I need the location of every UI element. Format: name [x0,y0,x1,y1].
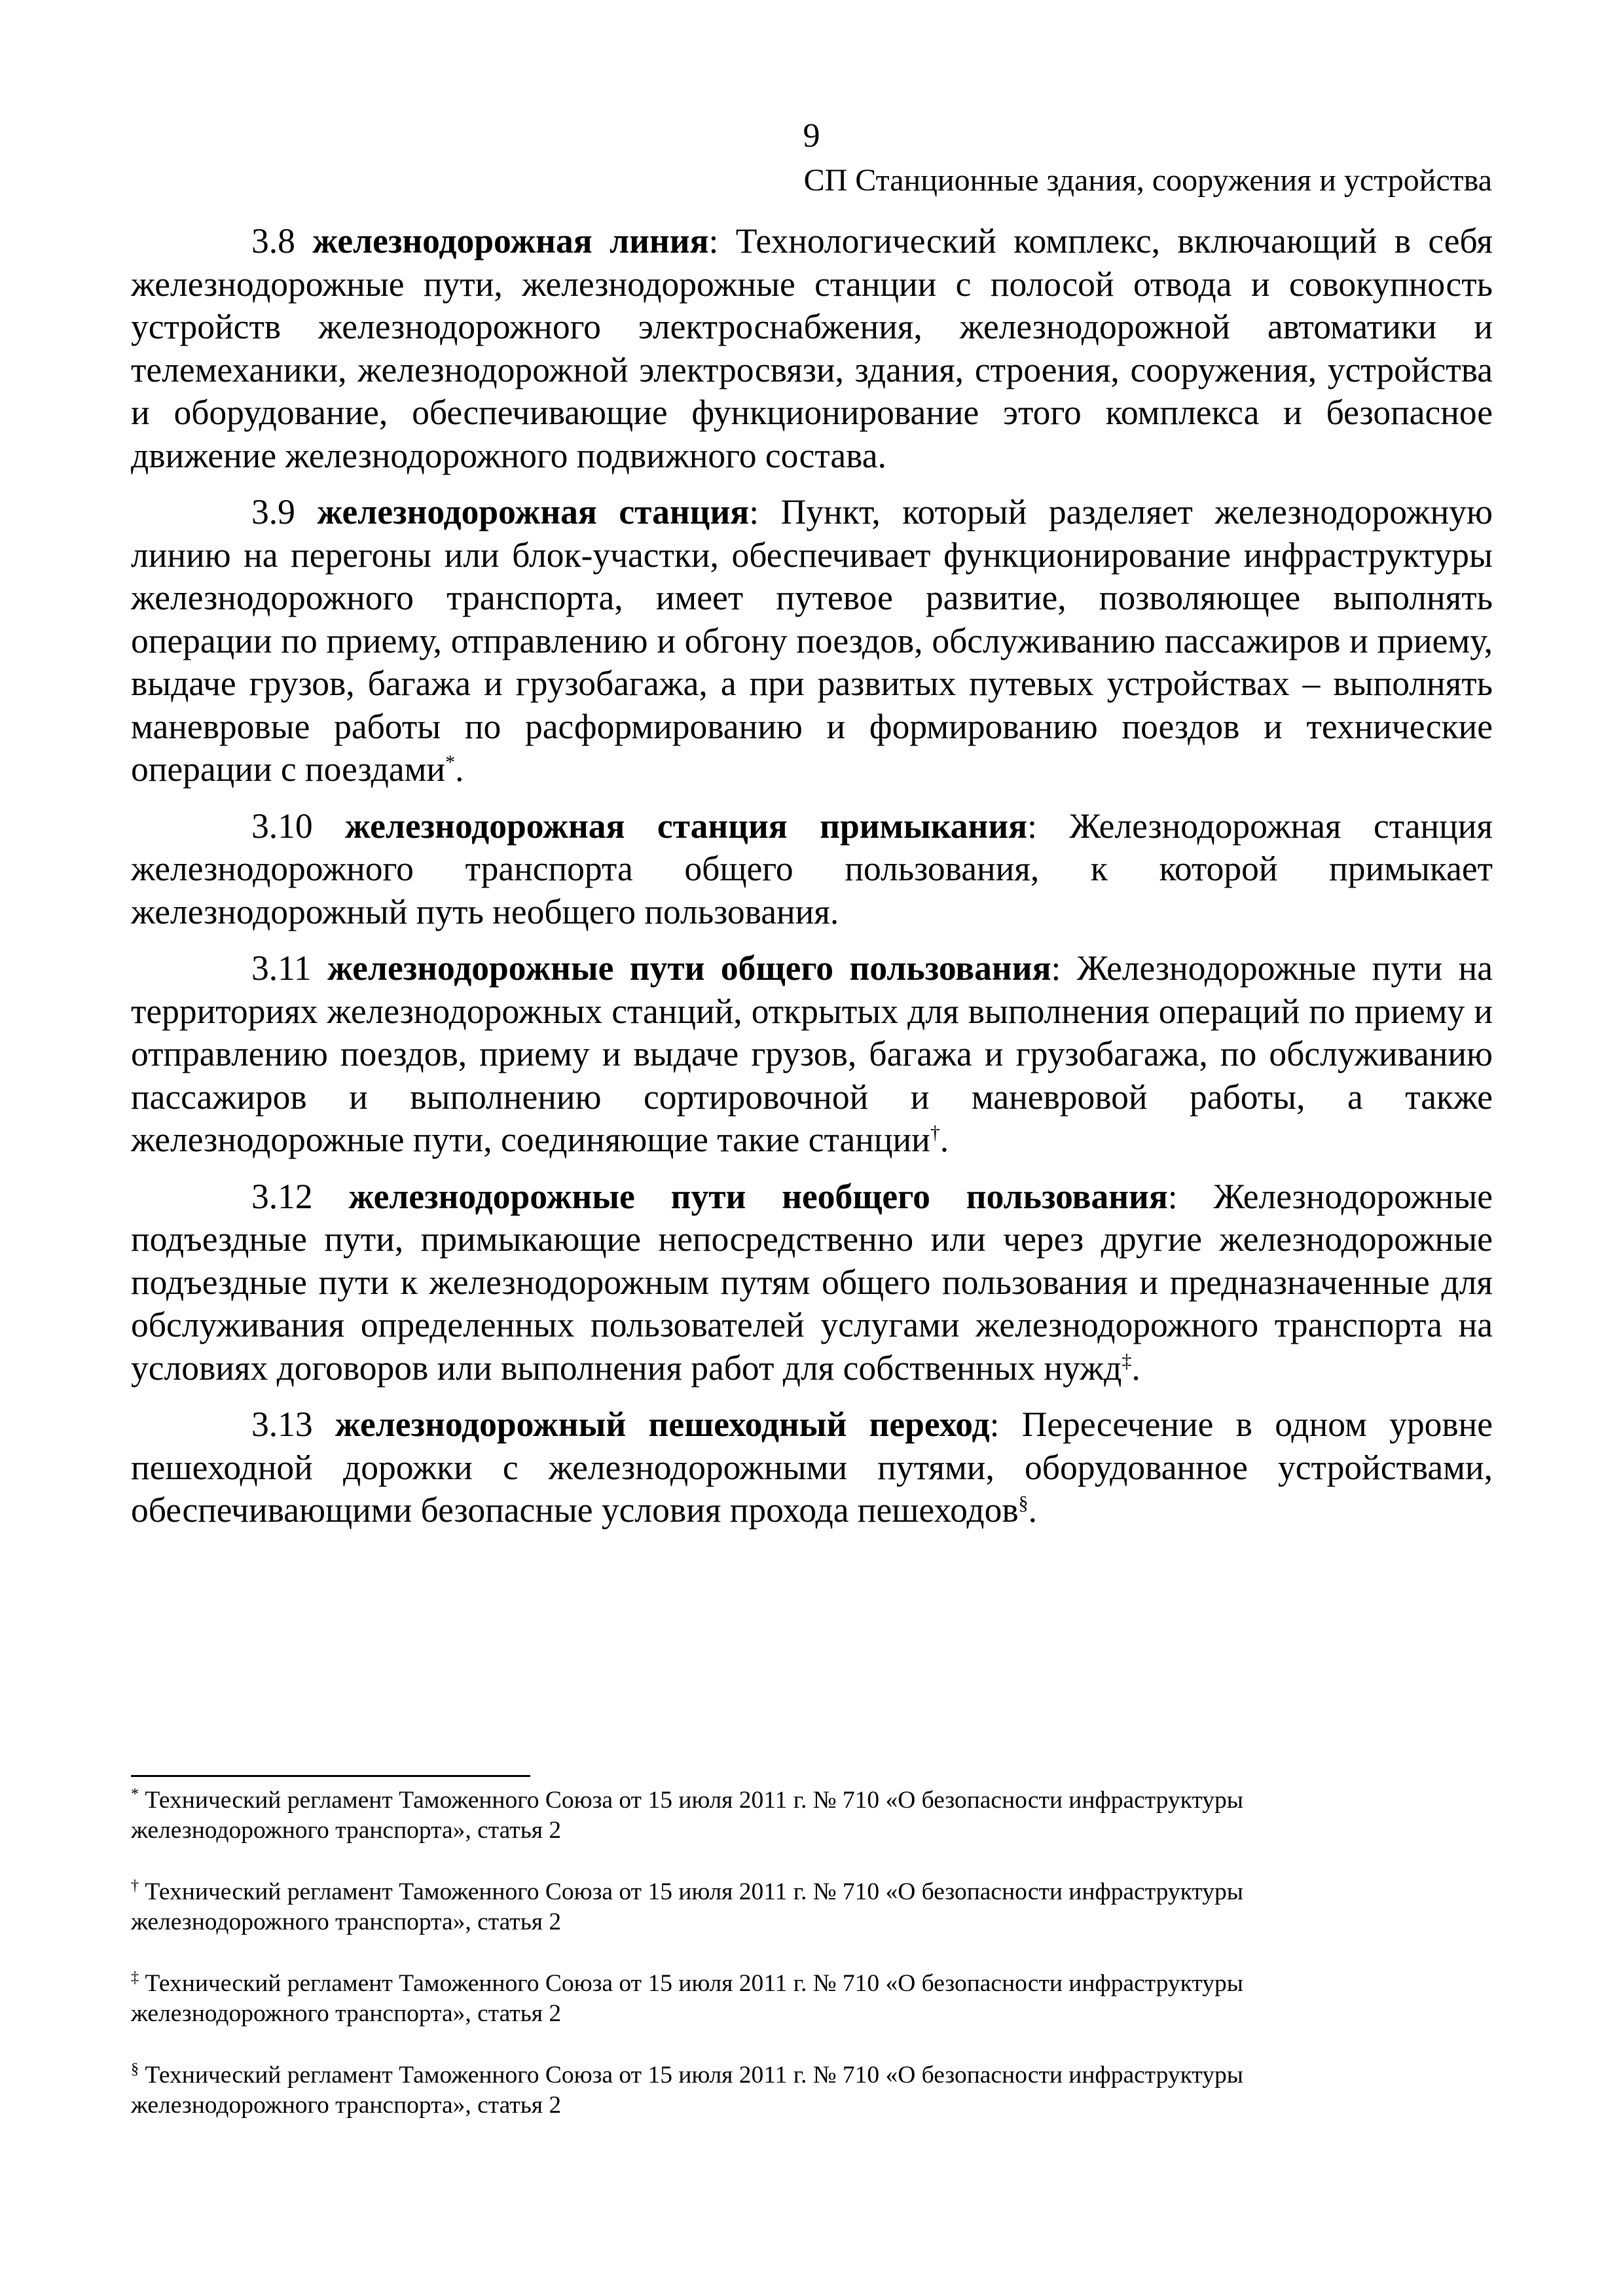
term-number: 3.10 [251,806,313,846]
term-title: железнодорожные пути необщего пользования [348,1176,1168,1216]
footnote-reference: * [445,751,456,774]
footnote-item [131,1969,1440,2029]
footnote-text: Технический регламент Таможенного Союза от 15 июля 2011 г. № 710 «О безопасности инфраструктуры железнодорожного транспорта», статья 2 [131,1787,1243,1844]
footnote-text: Технический регламент Таможенного Союза от 15 июля 2011 г. № 710 «О безопасности инфраструктуры железнодорожного транспорта», статья 2 [131,2062,1243,2119]
footnote-item [131,2060,1440,2121]
footnote-text: Технический регламент Таможенного Союза от 15 июля 2011 г. № 710 «О безопасности инфраструктуры железнодорожного транспорта», статья 2 [131,1970,1243,2027]
footnote-mark: ‡ [131,1969,139,1986]
term-definition: Технологический комплекс, включающий в себя железнодорожные пути, железнодорожные станции с полосой отвода и совокупность устройств железнодорожного электроснабжения, железнодорожной автоматики и телемеханики, железнодорожной электросвязи, здания, строения, сооружения, устройства и оборудование, обеспечивающие функционирование этого комплекса и безопасное движение железнодорожного подвижного состава. [131,221,1493,475]
footnote-mark: * [131,1785,139,1803]
footnote-item [131,1785,1440,1846]
term-title: железнодорожный пешеходный переход [335,1405,990,1444]
page-number: 9 [803,117,820,154]
term-tail: . [939,1120,949,1159]
footnote-reference: § [1018,1492,1029,1515]
footnote-item [131,1877,1440,1937]
term-3-9: 3.9 железнодорожная станция: Пункт, который разделяет железнодорожную линию на перегоны или блок-участки, обеспечивает функционирование инфраструктуры железнодорожного транспорта, имеет путевое развитие, позволяющее выполнять операции по приему, отправлению и обгону поездов, обслуживанию пассажиров и приему, выдаче грузов, багажа и грузобагажа, а при развитых путевых устройствах – выполнять маневровые работы по расформированию и формированию поездов и технические операции с поездами*. [131,492,1493,789]
term-tail: . [1131,1348,1140,1388]
term-definition: Железнодорожные пути на территориях железнодорожных станций, открытых для выполнения операций по приему и отправлению поездов, приему и выдаче грузов, багажа и грузобагажа, по обслуживанию пассажиров и выполнению сортировочной и маневровой работы, а также железнодорожные пути, соединяющие такие станции [131,948,1493,1159]
term-title: железнодорожные пути общего пользования [327,948,1051,988]
term-3-12: 3.12 железнодорожные пути необщего пользования: Железнодорожные подъездные пути, примыкающие непосредственно или через другие железнодорожные подъездные пути к железнодорожным путям общего пользования и предназначенные для обслуживания определенных пользователей услугами железнодорожного транспорта на условиях договоров или выполнения работ для собственных нужд‡. [131,1176,1493,1388]
term-3-11: 3.11 железнодорожные пути общего пользования: Железнодорожные пути на территориях железнодорожных станций, открытых для выполнения операций по приему и отправлению поездов, приему и выдаче грузов, багажа и грузобагажа, по обслуживанию пассажиров и выполнению сортировочной и маневровой работы, а также железнодорожные пути, соединяющие такие станции†. [131,948,1493,1159]
term-number: 3.13 [251,1405,313,1444]
term-number: 3.12 [251,1176,313,1216]
term-title: железнодорожная станция [317,492,750,531]
footnote-mark: § [131,2060,139,2078]
term-3-13: 3.13 железнодорожный пешеходный переход: Пересечение в одном уровне пешеходной дорожки с железнодорожными путями, оборудованное устройствами, обеспечивающими безопасные условия прохода пешеходов§. [131,1405,1493,1530]
footnote-text: Технический регламент Таможенного Союза от 15 июля 2011 г. № 710 «О безопасности инфраструктуры железнодорожного транспорта», статья 2 [131,1878,1243,1935]
term-tail: . [455,749,464,789]
term-definition: Пункт, который разделяет железнодорожную линию на перегоны или блок-участки, обеспечивает функционирование инфраструктуры железнодорожного транспорта, имеет путевое развитие, позволяющее выполнять операции по приему, отправлению и обгону поездов, обслуживанию пассажиров и приему, выдаче грузов, багажа и грузобагажа, а при развитых путевых устройствах – выполнять маневровые работы по расформированию и формированию поездов и технические операции с поездами [131,492,1493,789]
term-number: 3.8 [251,221,295,260]
term-title: железнодорожная линия [312,221,709,260]
term-title: железнодорожная станция примыкания [345,806,1028,846]
term-definition: Пересечение в одном уровне пешеходной дорожки с железнодорожными путями, оборудованное устройствами, обеспечивающими безопасные условия прохода пешеходов [131,1405,1493,1530]
term-number: 3.11 [251,948,312,988]
term-3-8: 3.8 железнодорожная линия: Технологический комплекс, включающий в себя железнодорожные пути, железнодорожные станции с полосой отвода и совокупность устройств железнодорожного электроснабжения, железнодорожной автоматики и телемеханики, железнодорожной электросвязи, здания, строения, сооружения, устройства и оборудование, обеспечивающие функционирование этого комплекса и безопасное движение железнодорожного подвижного состава. [131,221,1493,475]
term-number: 3.9 [251,492,295,531]
term-3-10: 3.10 железнодорожная станция примыкания: Железнодорожная станция железнодорожного транспорта общего пользования, к которой примыкает железнодорожный путь необщего пользования. [131,806,1493,931]
term-definition: Железнодорожная станция железнодорожного транспорта общего пользования, к которой примыкает железнодорожный путь необщего пользования. [131,806,1493,931]
running-header: СП Станционные здания, сооружения и устройства [803,163,1492,198]
definitions-body [131,220,1493,1546]
footnotes [131,1785,1440,2152]
footnote-mark: † [131,1877,139,1895]
footnote-reference: ‡ [1122,1350,1132,1372]
term-tail: . [1028,1490,1037,1530]
footnote-separator [131,1775,530,1777]
footnote-reference: † [930,1122,940,1144]
term-definition: Железнодорожные подъездные пути, примыкающие непосредственно или через другие железнодорожные подъездные пути к железнодорожным путям общего пользования и предназначенные для обслуживания определенных пользователей услугами железнодорожного транспорта на условиях договоров или выполнения работ для собственных нужд [131,1176,1493,1388]
